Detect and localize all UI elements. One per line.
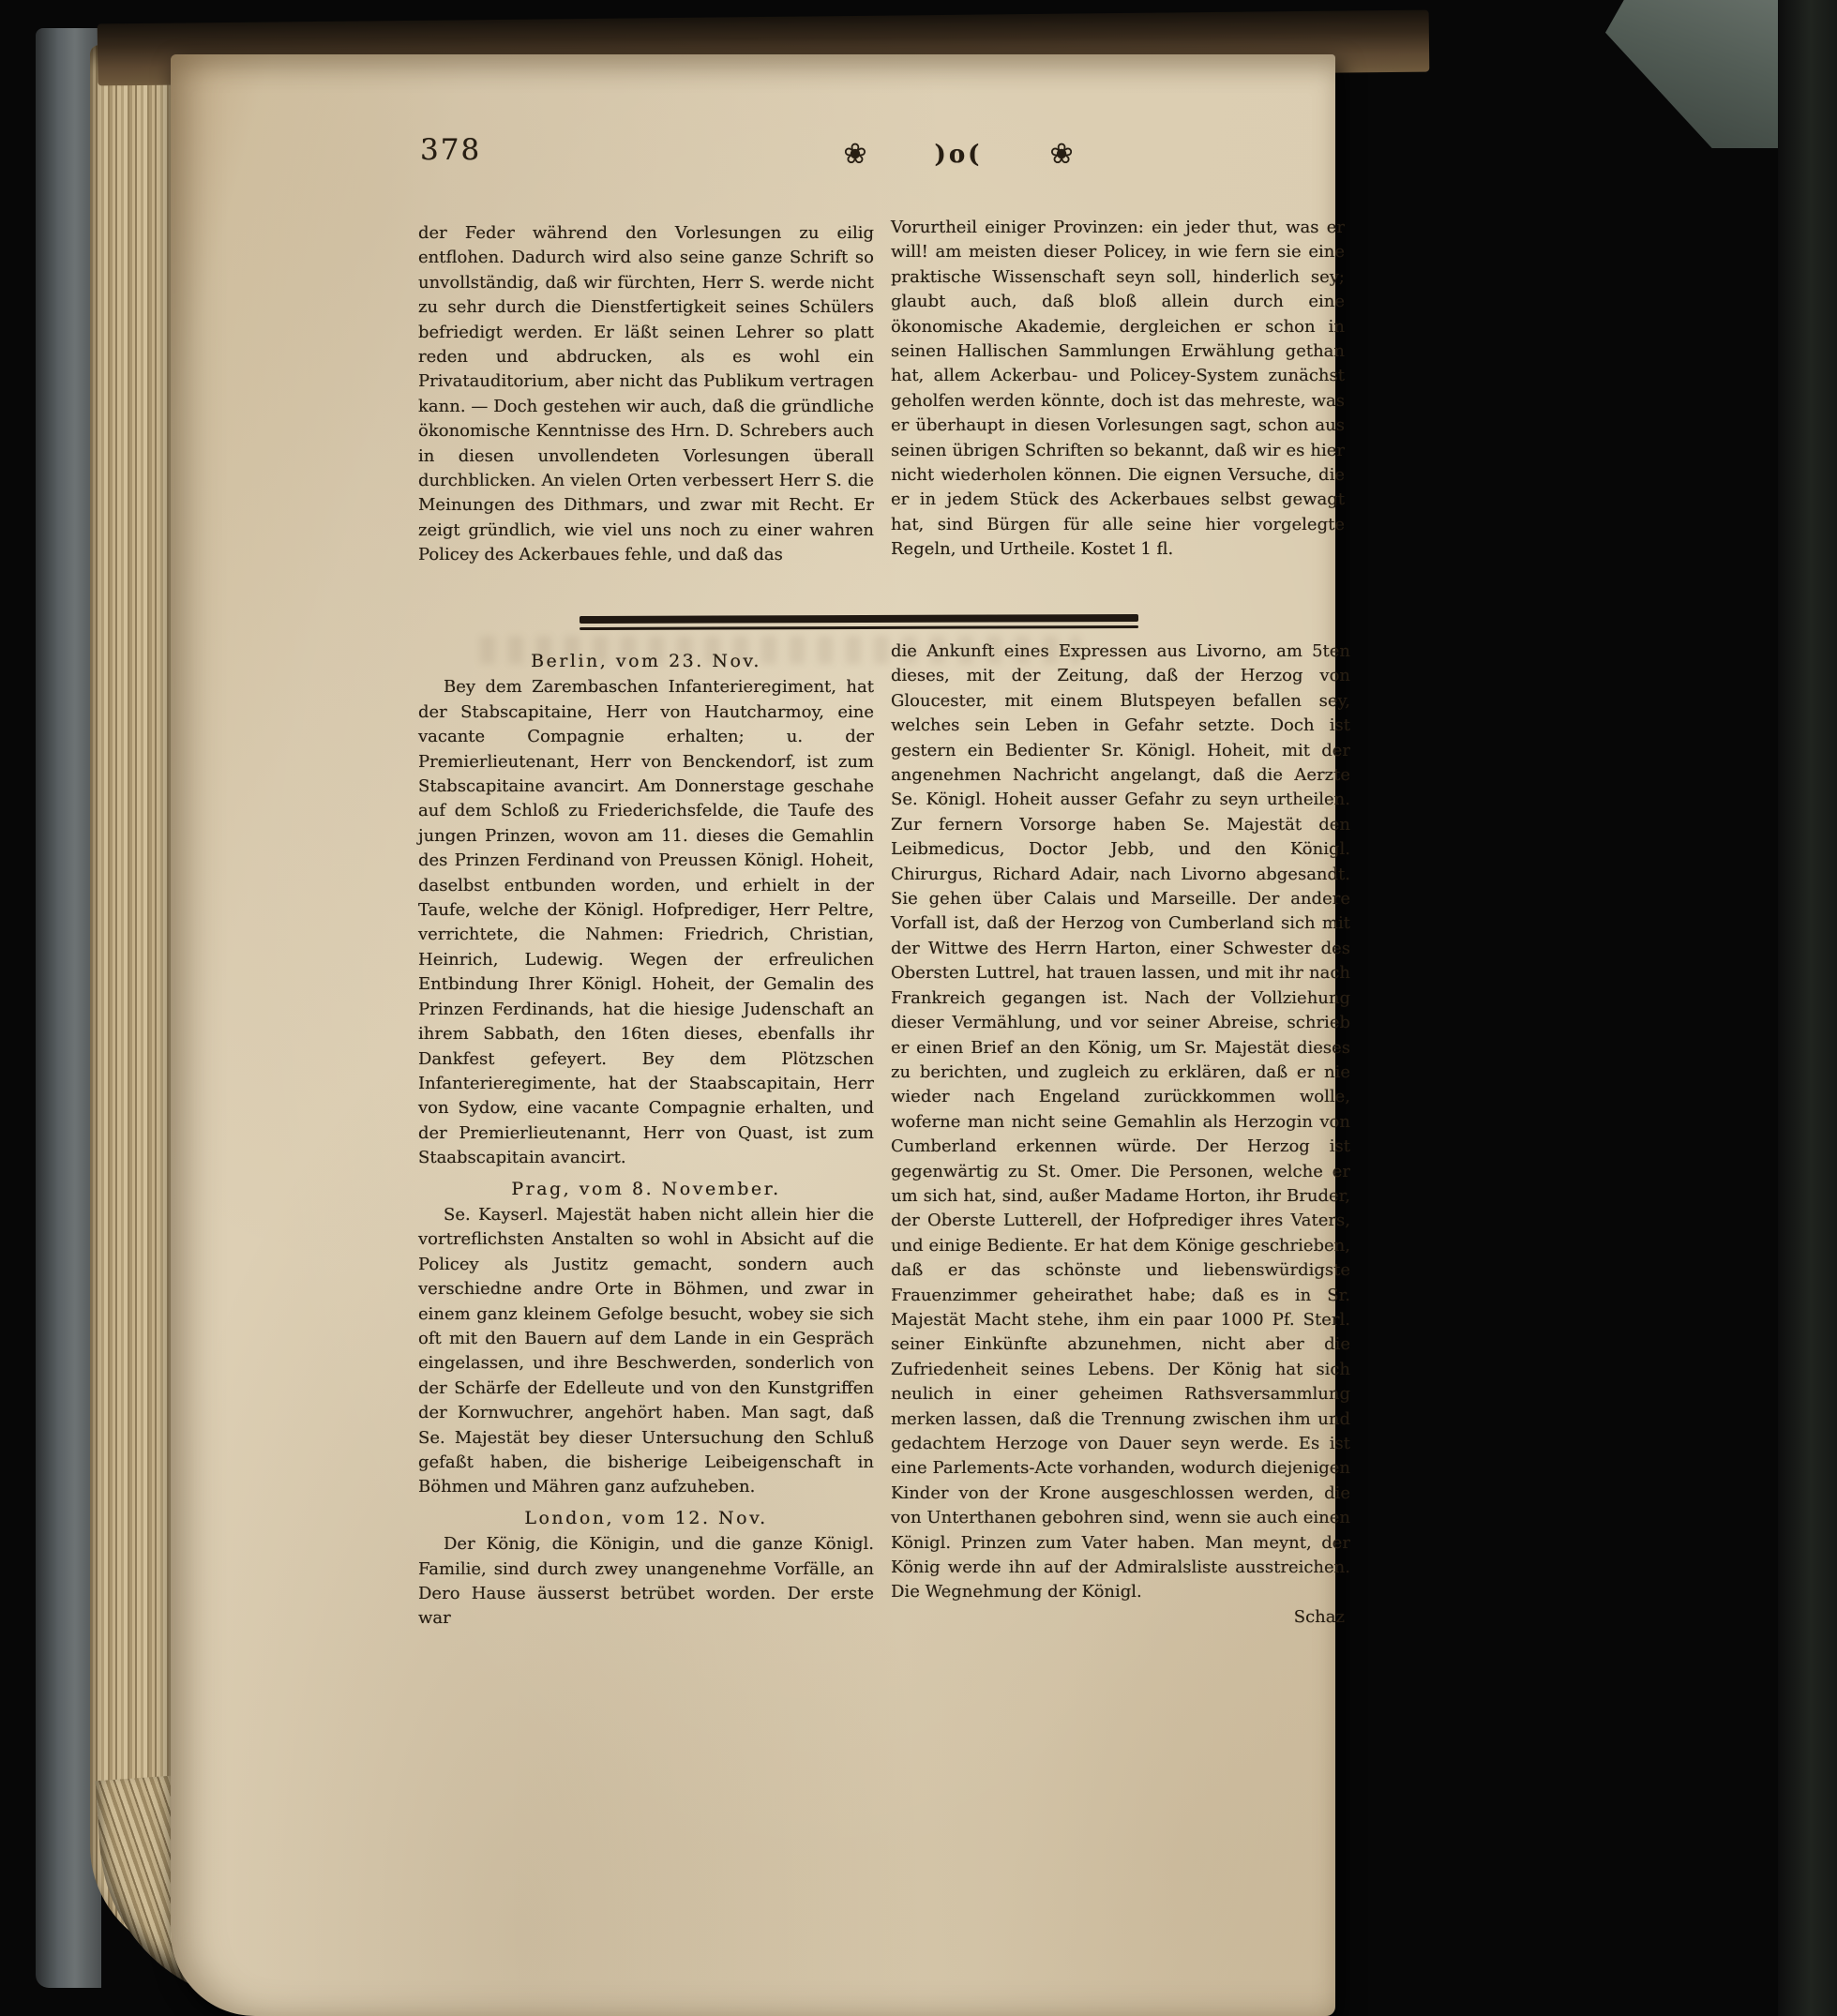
divider-heavy-line [580,614,1138,624]
divider-thin-line [580,625,1138,630]
heading-london: London, vom 12. Nov. [524,1507,768,1528]
heading-prag: Prag, vom 8. November. [511,1178,781,1199]
right-cover-edge [1778,0,1837,2016]
heading-berlin: Berlin, vom 23. Nov. [531,651,761,671]
london-article-text: Der König, die Königin, und die ganze Königl. Familie, sind durch zwey unangenehme Vorfälle, an Dero Hause äusserst betrübet worden. Der erste war [418,1534,874,1629]
book-page [171,54,1350,2016]
signature-mark-ornament: )o( [934,141,983,169]
news-column-right [891,639,1350,1630]
review-text-right: Vorurtheil einiger Provinzen: ein jeder thut, was er will! am meisten dieser Policey, in wie fern sie eine praktische Wissenschaft seyn soll, hinderlich sey; glaubt auch, daß bloß allein durch eine ökonomische Akademie, dergleichen er schon in seinen Hallischen Sammlungen Erwählung gethan hat, allem Ackerbau- und Policey-System zunächst geholfen werden könnte, doch ist das mehreste, was er überhaupt in diesen Vorlesungen sagt, schon aus seinen übrigen Schriften so bekannt, daß wir es hier nicht wiederholen können. Die eignen Versuche, die er in jedem Stück des Ackerbaues selbst gewagt hat, sind Bürgen für alle seine hier vorgelegte Regeln, und Urtheile. Kostet 1 fl. [891,218,1345,560]
floret-ornament-icon: ❀ [843,138,867,171]
review-column-left [418,221,874,568]
catchword: Schaz [1293,1606,1345,1627]
prag-article-text: Se. Kayserl. Majestät haben nicht allein hier die vortreflichsten Anstalten so wohl in Absicht auf die Policey als Justitz gemacht, sondern auch verschiedne andre Orte in Böhmen, und zwar in einem ganz kleinem Gefolge besucht, wobey sie sich oft mit den Bauern auf dem Lande in ein Gespräch eingelassen, und ihre Beschwerden, sonderlich von der Schärfe der Edelleute und von den Kunstgriffen der Kornwuchrer, angehört haben. Man sagt, daß Se. Majestät bey dieser Untersuchung den Schluß gefaßt haben, die bisherige Leibeigenschaft in Böhmen und Mähren ganz aufzuheben. [418,1204,874,1497]
page-number: 378 [420,133,482,167]
floret-ornament-icon: ❀ [1049,138,1074,171]
berlin-article-text: Bey dem Zarembaschen Infanterieregiment, hat der Stabscapitaine, Herr von Hautcharmoy, eine vacante Compagnie erhalten; u. der Premierlieutenant, Herr von Benckendorf, ist zum Stabscapitaine avancirt. Am Donnerstage geschahe auf dem Schloß zu Friederichsfelde, die Taufe des jungen Prinzen, wovon am 11. dieses die Gemahlin des Prinzen Ferdinand von Preussen Königl. Hoheit, daselbst entbunden worden, und erhielt in der Taufe, welche der Königl. Hofprediger, Herr Peltre, verrichtete, die Nahmen: Friedrich, Christian, Heinrich, Ludewig. Wegen der erfreulichen Entbindung Ihrer Königl. Hoheit, der Gemalin des Prinzen Ferdinands, hat die hiesige Judenschaft an ihrem Sabbath, den 16ten dieses, ebenfalls ihr Dankfest gefeyert. Bey dem Plötzschen Infanterieregimente, hat der Staabscapitain, Herr von Sydow, eine vacante Compagnie erhalten, und der Premierlieutenannt, Herr von Quast, ist zum Staabscapitain avancirt. [418,677,874,1168]
section-divider-rule [580,614,1138,630]
london-article-continuation: die Ankunft eines Expressen aus Livorno, am 5ten dieses, mit der Zeitung, daß der Herzog von Gloucester, mit einem Blutspeyen befallen sey, welches sein Leben in Gefahr setzte. Doch ist gestern ein Bedienter Sr. Königl. Hoheit, mit der angenehmen Nachricht angelangt, daß die Aerzte Se. Königl. Hoheit ausser Gefahr zu seyn urtheilen. Zur fernern Vorsorge haben Se. Majestät den Leibmedicus, Doctor Jebb, und den Königl. Chirurgus, Richard Adair, nach Livorno abgesandt. Sie gehen über Calais und Marseille. Der andere Vorfall ist, daß der Herzog von Cumberland sich mit der Wittwe des Herrn Harton, einer Schwester des Obersten Luttrel, hat trauen lassen, und mit ihr nach Frankreich gegangen ist. Nach der Vollziehung dieser Vermählung, und vor seiner Abreise, schrieb er einen Brief an den König, um Sr. Majestät dieses zu berichten, und zugleich zu erklären, daß er nie wieder nach Engeland zurückkommen wolle, woferne man nicht seine Gemahlin als Herzogin von Cumberland erkennen würde. Der Herzog ist gegenwärtig zu St. Omer. Die Personen, welche er um sich hat, sind, außer Madame Horton, ihr Bruder, der Oberste Lutterell, der Hofprediger ihres Vaters, und einige Bediente. Er hat dem Könige geschrieben, daß er das schönste und liebenswürdigste Frauenzimmer geheirathet habe; daß es in Sr. Majestät Macht stehe, ihm ein paar 1000 Pf. Sterl. seiner Einkünfte abzunehmen, nicht aber die Zufriedenheit seines Lebens. Der König hat sich neulich in einer geheimen Rathsversammlung merken lassen, daß die Trennung zwischen ihm und gedachtem Herzoge von Dauer seyn werde. Es ist eine Parlements-Acte vorhanden, wodurch diejenigen Kinder von der Krone ausgeschlossen werden, die von Unterthanen gebohren sind, wenn sie auch einen Königl. Prinzen zum Vater haben. Man meynt, der König werde ihn auf der Admiralsliste ausstreichen. Die Wegnehmung der Königl. [891,641,1350,1602]
news-column-left [418,643,874,1632]
header-ornaments [696,138,1221,171]
review-text-left: der Feder während den Vorlesungen zu eilig entflohen. Dadurch wird also seine ganze Schrift so unvollständig, daß wir fürchten, Herr S. werde nicht zu sehr durch die Dienstfertigkeit seines Schülers befriedigt werden. Er läßt seinen Lehrer so platt reden und abdrucken, als es wohl ein Privatauditorium, aber nicht das Publikum vertragen kann. — Doch gestehen wir auch, daß die gründliche ökonomische Kenntnisse des Hrn. D. Schrebers auch in diesen unvollendeten Vorlesungen überall durchblicken. An vielen Orten verbessert Herr S. die Meinungen des Dithmars, und zwar mit Recht. Er zeigt gründlich, wie viel uns noch zu einer wahren Policey des Ackerbaues fehle, und daß das [418,223,874,565]
review-column-right [891,216,1345,563]
